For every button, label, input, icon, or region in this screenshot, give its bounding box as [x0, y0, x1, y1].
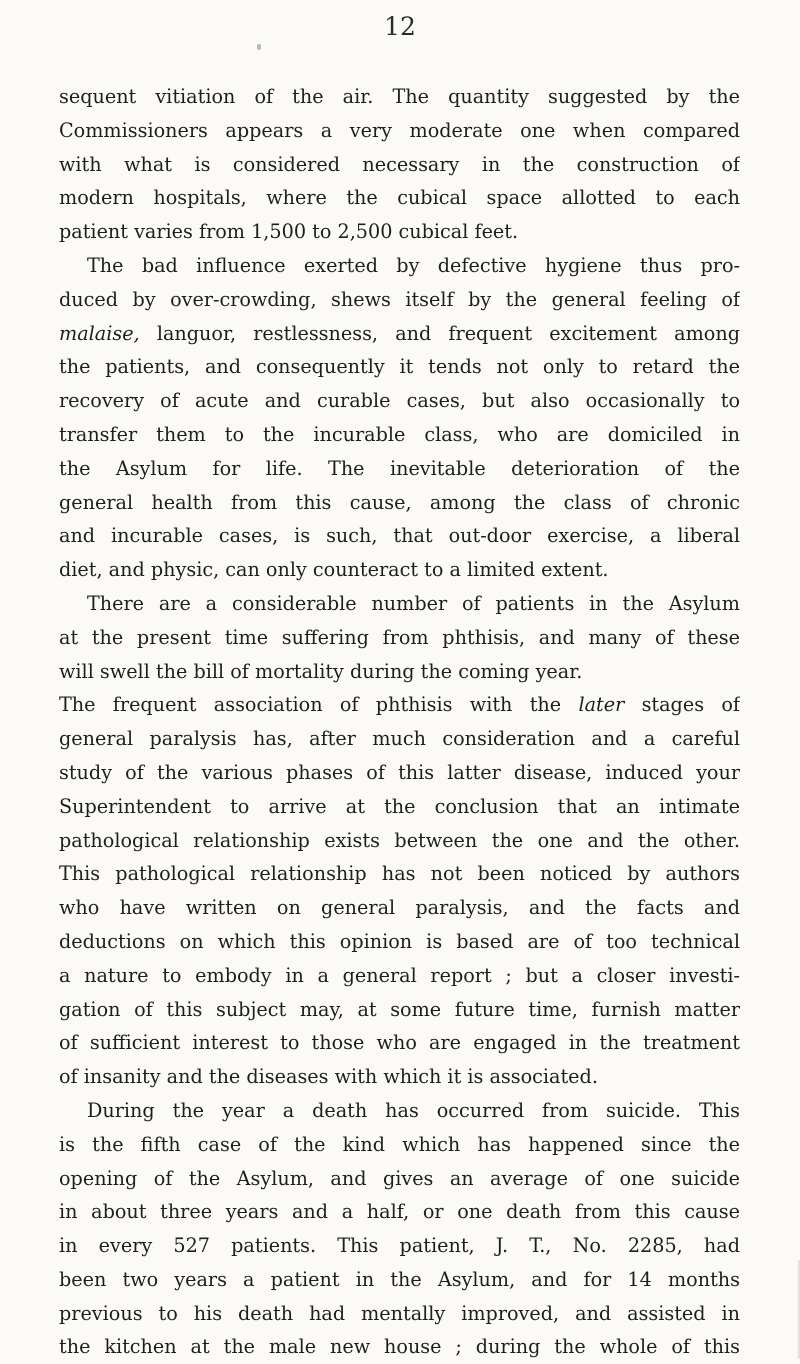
text-line: patient varies from 1,500 to 2,500 cubical feet. [59, 220, 519, 244]
italic-word: later [578, 693, 625, 717]
text-line: general paralysis has, after much consideration and a careful [59, 727, 740, 751]
text-line: This pathological relationship has not been noticed by authors [59, 862, 740, 886]
text-line: the kitchen at the male new house ; during the whole of this [59, 1335, 740, 1359]
text-line: opening of the Asylum, and gives an average of one suicide [59, 1166, 740, 1190]
text-line: diet, and physic, can only counteract to a limited extent. [59, 558, 609, 582]
page-number: 12 [384, 12, 416, 41]
text-line: who have written on general paralysis, and the facts and [59, 896, 740, 920]
text-line: will swell the bill of mortality during the coming year. [59, 659, 583, 683]
text-line: with what is considered necessary in the construction of [59, 152, 740, 176]
text-line: The frequent association of phthisis with the later stages of [59, 693, 740, 717]
text-line: the patients, and consequently it tends not only to retard the [59, 355, 740, 379]
text-line: pathological relationship exists between the one and the other. [59, 828, 740, 852]
text-line: the Asylum for life. The inevitable deterioration of the [59, 456, 740, 480]
text-line: is the fifth case of the kind which has happened since the [59, 1132, 740, 1156]
text-line: of sufficient interest to those who are engaged in the treatment [59, 1031, 740, 1055]
text-line: a nature to embody in a general report ; but a closer investi- [59, 963, 740, 987]
text-line: gation of this subject may, at some future time, furnish matter [59, 997, 740, 1021]
text-line: Commissioners appears a very moderate one when compared [59, 118, 740, 142]
text-line: been two years a patient in the Asylum, and for 14 months [59, 1267, 740, 1291]
ink-speck [257, 44, 261, 50]
text-line: recovery of acute and curable cases, but also occasionally to [59, 389, 740, 413]
text-line: modern hospitals, where the cubical space allotted to each [59, 186, 740, 210]
text-line: study of the various phases of this latter disease, induced your [59, 760, 740, 784]
italic-word: malaise, [59, 321, 140, 345]
text-line: of insanity and the diseases with which it is associated. [59, 1065, 598, 1089]
body-text [59, 80, 740, 1364]
text-line: deductions on which this opinion is based are of too technical [59, 929, 740, 953]
text-line: The bad influence exerted by defective hygiene thus pro- [87, 253, 740, 277]
text-line: at the present time suffering from phthisis, and many of these [59, 625, 740, 649]
text-line: sequent vitiation of the air. The quantity suggested by the [59, 85, 740, 108]
text-line: general health from this cause, among the class of chronic [59, 490, 740, 514]
text-line: There are a considerable number of patients in the Asylum [87, 591, 740, 615]
text-line: transfer them to the incurable class, who are domiciled in [59, 422, 740, 446]
text-line: and incurable cases, is such, that out-door exercise, a liberal [59, 524, 740, 548]
text-line: During the year a death has occurred from suicide. This [87, 1098, 740, 1122]
text-line: in every 527 patients. This patient, J. T., No. 2285, had [59, 1234, 740, 1258]
text-line: previous to his death had mentally improved, and assisted in [59, 1301, 740, 1325]
text-line: malaise, languor, restlessness, and frequent excitement among [59, 321, 740, 345]
text-line: in about three years and a half, or one death from this cause [59, 1200, 740, 1224]
text-line: Superintendent to arrive at the conclusion that an intimate [59, 794, 740, 818]
text-line: duced by over-crowding, shews itself by the general feeling of [59, 287, 740, 311]
